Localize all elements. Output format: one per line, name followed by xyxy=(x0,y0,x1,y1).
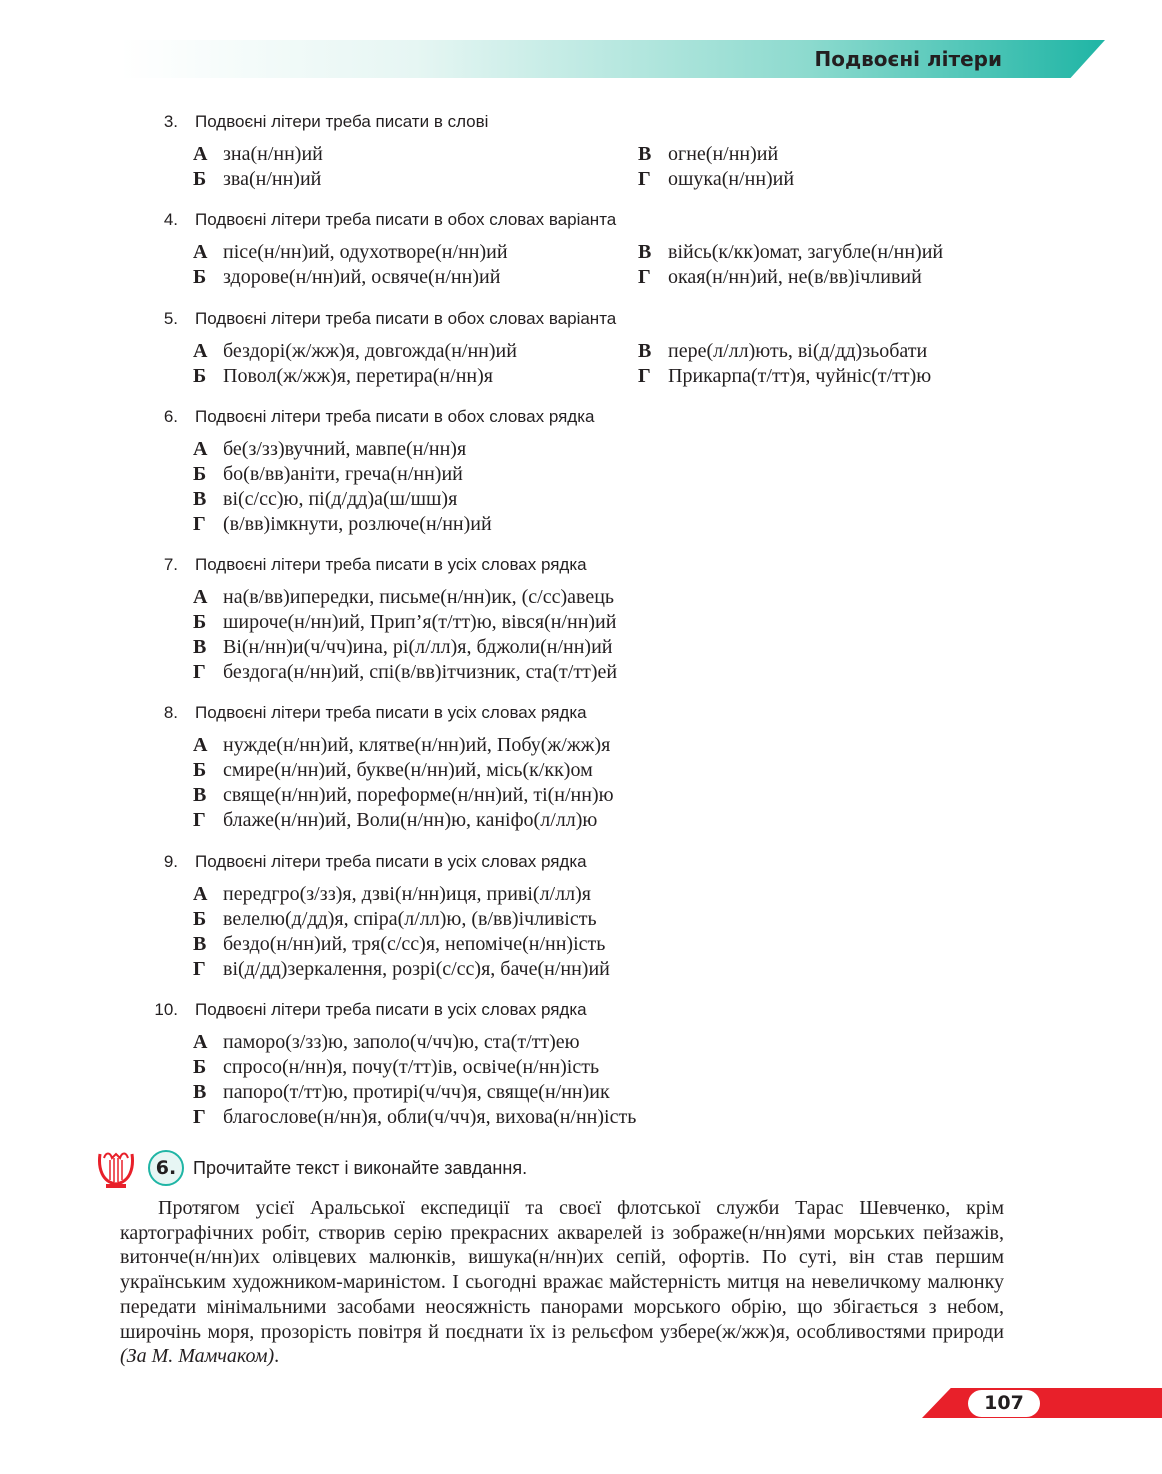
question-text: Подвоєні літери треба писати в обох словах рядка xyxy=(195,407,595,426)
question-number: 5. xyxy=(163,309,178,328)
answer-option[interactable] xyxy=(638,241,943,264)
option-letter: Г xyxy=(638,168,651,190)
option-letter: Г xyxy=(193,809,206,831)
answer-option[interactable] xyxy=(193,883,591,906)
option-text: блаже(н/нн)ий, Воли(н/нн)ю, каніфо(л/лл)ю xyxy=(223,809,598,831)
question-number: 7. xyxy=(163,555,178,574)
option-text: ві(д/дд)зеркалення, розрі(с/сс)я, баче(н/нн)ий xyxy=(223,958,610,980)
option-letter: Б xyxy=(193,759,207,781)
answer-option[interactable] xyxy=(638,266,922,289)
reading-source: (За М. Мамчаком) xyxy=(120,1345,275,1368)
option-text: ошука(н/нн)ий xyxy=(668,168,795,190)
option-text: свяще(н/нн)ий, пореформе(н/нн)ий, ті(н/нн)ю xyxy=(223,784,614,806)
option-letter: В xyxy=(638,143,652,165)
page-number: 107 xyxy=(968,1390,1040,1417)
option-letter: А xyxy=(193,734,208,756)
question-text: Подвоєні літери треба писати в слові xyxy=(195,112,489,131)
option-text: зна(н/нн)ий xyxy=(223,143,323,165)
reading-end: . xyxy=(274,1345,280,1368)
answer-option[interactable] xyxy=(193,1031,580,1054)
answer-option[interactable] xyxy=(193,1056,599,1079)
option-letter: Г xyxy=(193,513,206,535)
option-text: смире(н/нн)ий, букве(н/нн)ий, місь(к/кк)ом xyxy=(223,759,593,781)
answer-option[interactable] xyxy=(193,759,593,782)
option-letter: В xyxy=(193,933,207,955)
option-text: бездо(н/нн)ий, тря(с/сс)я, непоміче(н/нн)ість xyxy=(223,933,606,955)
option-letter: А xyxy=(193,438,208,460)
answer-option[interactable] xyxy=(193,661,617,684)
option-letter: Б xyxy=(193,908,207,930)
option-text: бездорі(ж/жж)я, довгожда(н/нн)ий xyxy=(223,340,517,362)
answer-option[interactable] xyxy=(638,143,778,166)
answer-option[interactable] xyxy=(193,438,466,461)
option-letter: Б xyxy=(193,266,207,288)
option-text: війсь(к/кк)омат, загубле(н/нн)ий xyxy=(668,241,944,263)
option-text: велелю(д/дд)я, спіра(л/лл)ю, (в/вв)ічливість xyxy=(223,908,597,930)
option-letter: В xyxy=(193,1081,207,1103)
option-text: бе(з/зз)вучний, мавпе(н/нн)я xyxy=(223,438,467,460)
answer-option[interactable] xyxy=(193,933,605,956)
reading-text xyxy=(120,1196,1004,1369)
answer-option[interactable] xyxy=(193,340,517,363)
answer-option[interactable] xyxy=(638,168,794,191)
option-text: зва(н/нн)ий xyxy=(223,168,322,190)
option-letter: Г xyxy=(638,266,651,288)
option-letter: Г xyxy=(193,1106,206,1128)
option-text: спросо(н/нн)я, почу(т/тт)ів, освіче(н/нн)ість xyxy=(223,1056,600,1078)
option-letter: А xyxy=(193,340,208,362)
question-text: Подвоєні літери треба писати в обох словах варіанта xyxy=(195,309,617,328)
option-text: (в/вв)імкнути, розлюче(н/нн)ий xyxy=(223,513,492,535)
answer-option[interactable] xyxy=(193,784,614,807)
answer-option[interactable] xyxy=(193,958,610,981)
option-letter: Б xyxy=(193,1056,207,1078)
task-row xyxy=(0,1148,1162,1192)
answer-option[interactable] xyxy=(193,266,500,289)
reading-body: Протягом усієї Аральської експедиції та своєї флотської служби Тарас Шевченко, крім картографічних робіт, створив серію прекрасних акварелей із зображе(н/нн)ями морських пейзажів, витонче(н/нн)их олівцевих малюнків, вишука(н/нн)их сепій, офортів. По суті, він став першим українським художником-мариністом. І сьогодні вражає майстерність митця на невеличкому малюнку передати мінімальними засобами неосяжність панорами морського обрію, що збігається з небом, широчінь моря, прозорість повітря й поєднати їх із рельєфом узбере(ж/жж)я, особливостями природи xyxy=(120,1197,1004,1343)
question-number: 10. xyxy=(154,1000,178,1019)
answer-option[interactable] xyxy=(193,463,463,486)
option-letter: Б xyxy=(193,168,207,190)
option-text: ві(с/сс)ю, пі(д/дд)а(ш/шш)я xyxy=(223,488,458,510)
question-text: Подвоєні літери треба писати в усіх словах рядка xyxy=(195,703,587,722)
option-letter: Г xyxy=(193,661,206,683)
answer-option[interactable] xyxy=(193,143,323,166)
footer-bar xyxy=(922,1388,1162,1418)
answer-option[interactable] xyxy=(193,168,321,191)
option-text: широче(н/нн)ий, Прип’я(т/тт)ю, вівся(н/нн)ий xyxy=(223,611,617,633)
option-letter: А xyxy=(193,883,208,905)
answer-option[interactable] xyxy=(193,611,616,634)
option-letter: Б xyxy=(193,463,207,485)
lyre-icon xyxy=(96,1148,136,1190)
question-number: 4. xyxy=(163,210,178,229)
answer-option[interactable] xyxy=(193,809,597,832)
option-text: здорове(н/нн)ий, освяче(н/нн)ий xyxy=(223,266,501,288)
answer-option[interactable] xyxy=(193,636,612,659)
option-letter: В xyxy=(193,488,207,510)
answer-option[interactable] xyxy=(638,365,931,388)
task-number-badge: 6. xyxy=(148,1150,184,1186)
option-letter: Б xyxy=(193,611,207,633)
option-letter: В xyxy=(638,241,652,263)
answer-option[interactable] xyxy=(193,365,493,388)
answer-option[interactable] xyxy=(193,1081,610,1104)
option-letter: А xyxy=(193,586,208,608)
answer-option[interactable] xyxy=(193,241,508,264)
option-text: Ві(н/нн)и(ч/чч)ина, рі(л/лл)я, бджоли(н/нн)ий xyxy=(223,636,613,658)
option-text: Прикарпа(т/тт)я, чуйніс(т/тт)ю xyxy=(668,365,932,387)
option-text: Повол(ж/жж)я, перетира(н/нн)я xyxy=(223,365,493,387)
option-letter: А xyxy=(193,241,208,263)
question-number: 8. xyxy=(163,703,178,722)
option-text: благослове(н/нн)я, обли(ч/чч)я, вихова(н/нн)ість xyxy=(223,1106,637,1128)
question-number: 6. xyxy=(163,407,178,426)
answer-option[interactable] xyxy=(193,488,457,511)
option-text: папоро(т/тт)ю, протирі(ч/чч)я, свяще(н/нн)ик xyxy=(223,1081,610,1103)
option-letter: А xyxy=(193,143,208,165)
option-text: паморо(з/зз)ю, заполо(ч/чч)ю, ста(т/тт)ею xyxy=(223,1031,580,1053)
option-letter: Б xyxy=(193,365,207,387)
question-number: 9. xyxy=(163,852,178,871)
question-number: 3. xyxy=(163,112,178,131)
option-letter: А xyxy=(193,1031,208,1053)
option-letter: Г xyxy=(638,365,651,387)
option-text: нужде(н/нн)ий, клятве(н/нн)ий, Побу(ж/жж)я xyxy=(223,734,611,756)
option-text: пере(л/лл)ють, ві(д/дд)зьобати xyxy=(668,340,928,362)
answer-option[interactable] xyxy=(638,340,927,363)
option-text: бездога(н/нн)ий, спі(в/вв)ітчизник, ста(т/тт)ей xyxy=(223,661,618,683)
option-text: огне(н/нн)ий xyxy=(668,143,779,165)
option-text: пісе(н/нн)ий, одухотворе(н/нн)ий xyxy=(223,241,508,263)
answer-option[interactable] xyxy=(193,908,597,931)
question-text: Подвоєні літери треба писати в усіх словах рядка xyxy=(195,555,587,574)
question-text: Подвоєні літери треба писати в обох словах варіанта xyxy=(195,210,617,229)
section-title: Подвоєні літери xyxy=(814,47,1002,71)
option-text: передгро(з/зз)я, дзві(н/нн)иця, приві(л/лл)я xyxy=(223,883,591,905)
task-instruction: Прочитайте текст і виконайте завдання. xyxy=(193,1158,528,1178)
option-letter: В xyxy=(638,340,652,362)
option-letter: В xyxy=(193,636,207,658)
option-letter: Г xyxy=(193,958,206,980)
option-letter: В xyxy=(193,784,207,806)
option-text: окая(н/нн)ий, не(в/вв)ічливий xyxy=(668,266,922,288)
answer-option[interactable] xyxy=(193,734,610,757)
answer-option[interactable] xyxy=(193,1106,636,1129)
question-text: Подвоєні літери треба писати в усіх словах рядка xyxy=(195,1000,587,1019)
question-text: Подвоєні літери треба писати в усіх словах рядка xyxy=(195,852,587,871)
answer-option[interactable] xyxy=(193,586,614,609)
answer-option[interactable] xyxy=(193,513,492,536)
option-text: бо(в/вв)аніти, греча(н/нн)ий xyxy=(223,463,463,485)
option-text: на(в/вв)ипередки, письме(н/нн)ик, (с/сс)авець xyxy=(223,586,615,608)
